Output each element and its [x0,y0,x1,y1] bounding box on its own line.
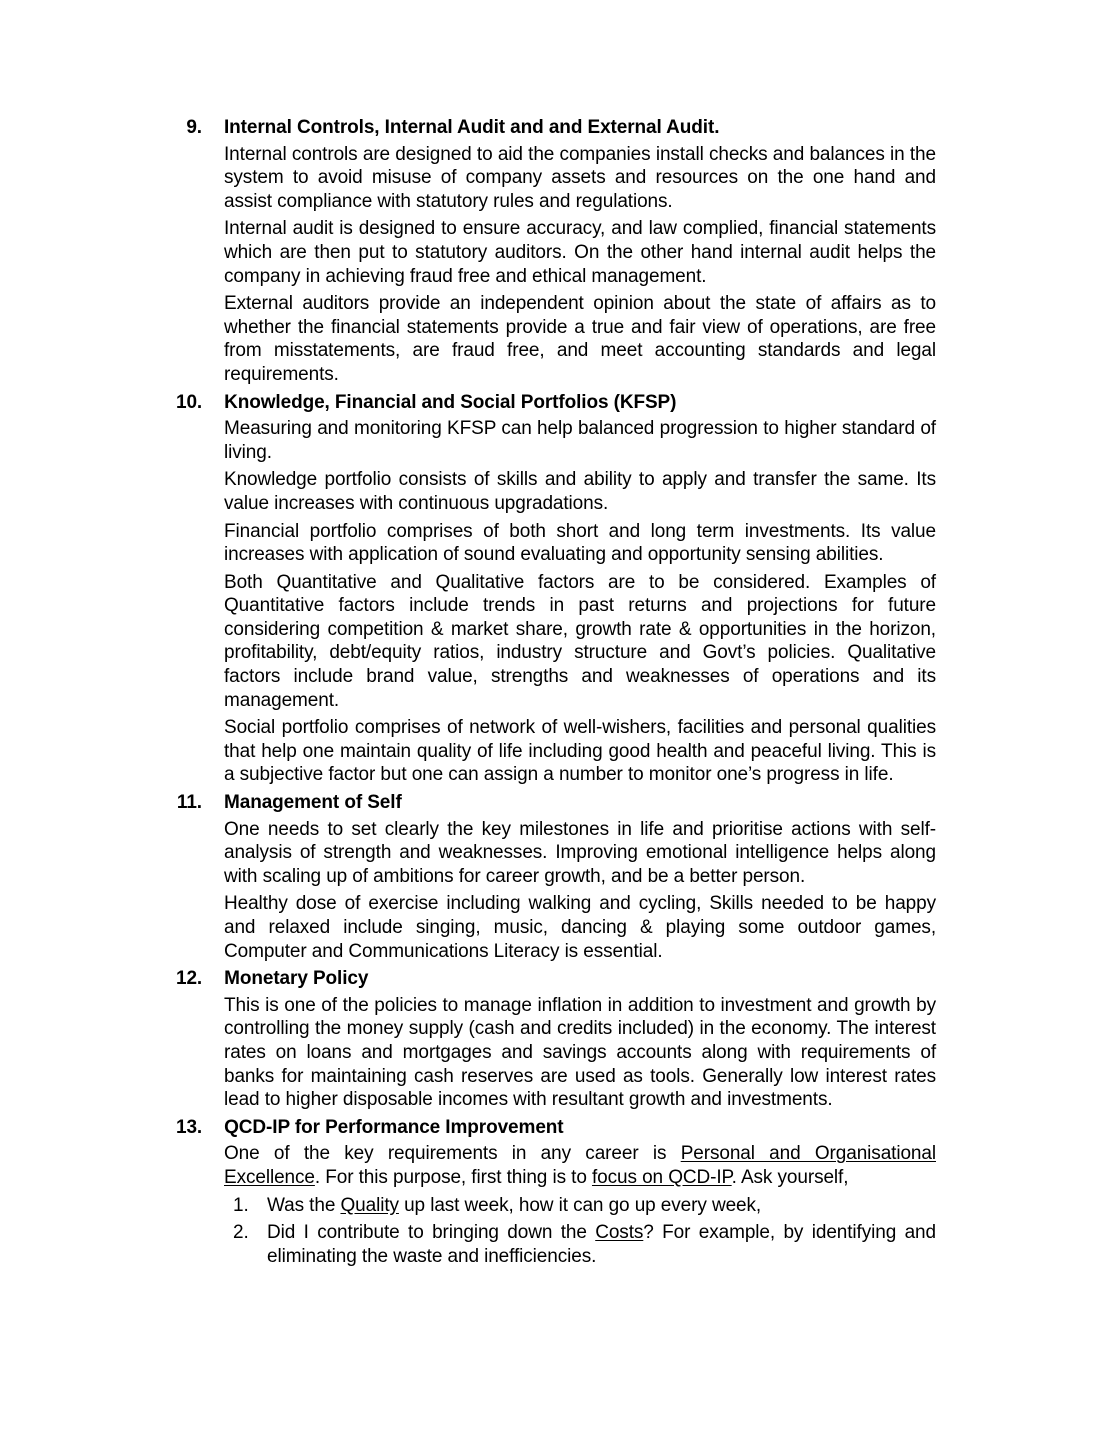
indent-spacer [176,417,224,464]
text-run: Did I contribute to bringing down the [267,1222,596,1244]
indent-spacer [176,1142,224,1189]
paragraph [224,417,936,464]
section-number: 11. [176,792,202,814]
section-number: 13. [176,1116,203,1138]
section [176,1116,936,1269]
text-run: ? For example, by identifying and eliminating the waste and inefficiencies. [267,1222,936,1267]
text-run: Was the [267,1194,341,1216]
indent-spacer [176,818,224,889]
list-item-text [267,1221,936,1268]
section [176,391,936,788]
text-run: focus on QCD-IP [591,1166,732,1188]
section-title: Knowledge, Financial and Social Portfolios (KFSP) [224,391,677,413]
paragraph-row [176,818,936,889]
indent-spacer [176,571,224,713]
paragraph [224,217,936,288]
paragraph-row [176,292,936,386]
paragraph [224,520,936,567]
document-body [176,116,936,1272]
paragraph-row [176,994,936,1112]
text-run: . Ask yourself, [731,1166,849,1188]
section-title: Monetary Policy [224,968,369,990]
paragraph [224,571,936,713]
text-run: Internal audit is designed to ensure accuracy, and law complied, financial statements which are then put to statutory auditors. On the other hand internal audit helps the company in achieving fraud free and ethical management. [224,218,936,287]
section [176,791,936,963]
paragraph-row [176,143,936,214]
paragraph-row [176,716,936,787]
paragraph [224,468,936,515]
indent-spacer [176,217,224,288]
paragraph-row [176,571,936,713]
text-run: Financial portfolio comprises of both short and long term investments. Its value increases with application of sound evaluating and opportunity sensing abilities. [224,520,936,566]
paragraph [224,818,936,889]
section-title: QCD-IP for Performance Improvement [224,1116,564,1138]
indent-spacer [176,994,224,1112]
paragraph-row [176,468,936,515]
text-run: Quality [340,1194,399,1216]
list-item [233,1221,936,1268]
text-run: up last week, how it can go up every week, [398,1194,762,1216]
indent-spacer [176,520,224,567]
indent-spacer [176,892,224,963]
paragraph [224,994,936,1112]
indent-spacer [176,468,224,515]
paragraph-row [176,417,936,464]
text-run: . For this purpose, first thing is to [314,1166,592,1188]
list-item-number: 2. [233,1222,249,1244]
section-heading [176,791,936,815]
text-run: Personal and Organisational Excellence [224,1143,936,1188]
paragraph-row [176,892,936,963]
paragraph [224,892,936,963]
indent-spacer [176,716,224,787]
section-number: 10. [176,391,203,413]
paragraph-row [176,217,936,288]
paragraph [224,143,936,214]
section-heading [176,391,936,415]
paragraph [224,716,936,787]
list-item [233,1194,936,1218]
text-run: Healthy dose of exercise including walking and cycling, Skills needed to be happy and relaxed include singing, music, dancing & playing some outdoor games, Computer and Communications Literacy is essential. [224,893,936,962]
section-heading [176,116,936,140]
paragraph [224,292,936,386]
section-title: Management of Self [224,792,402,814]
text-run: Both Quantitative and Qualitative factors are to be considered. Examples of Quantitative factors include trends in past returns and projections for future considering competition & market share, growth rate & opportunities in the horizon, profitability, debt/equity ratios, industry structure and Govt’s policies. Qualitative factors include brand value, strengths and weaknesses of operations and its management. [224,571,936,711]
section-number: 9. [186,117,202,138]
text-run: Internal controls are designed to aid the companies install checks and balances in the system to avoid misuse of company assets and resources on the one hand and assist compliance with statutory rules and regulations. [224,143,936,212]
text-run: One needs to set clearly the key milestones in life and prioritise actions with self-analysis of strength and weaknesses. Improving emotional intelligence helps along with scaling up of ambitions for career growth, and be a better person. [224,818,936,887]
indent-spacer [176,143,224,214]
text-run: External auditors provide an independent opinion about the state of affairs as to whether the financial statements provide a true and fair view of operations, are free from misstatements, are fraud free, and meet accounting standards and legal requirements. [224,293,936,385]
list-item-number: 1. [233,1194,249,1216]
text-run: This is one of the policies to manage inflation in addition to investment and growth by controlling the money supply (cash and credits included) in the economy. The interest rates on loans and mortgages and savings accounts along with requirements of banks for maintaining cash reserves are used as tools. Generally low interest rates lead to higher disposable incomes with resultant growth and investments. [224,994,936,1111]
paragraph-row [176,520,936,567]
text-run: One of the key requirements in any career is [224,1143,681,1165]
list-item-text [267,1194,936,1218]
text-run: Costs [595,1222,644,1244]
section-heading [176,1116,936,1140]
text-run: Measuring and monitoring KFSP can help balanced progression to higher standard of living. [224,418,936,463]
indent-spacer [176,292,224,386]
text-run: Social portfolio comprises of network of well-wishers, facilities and personal qualities that help one maintain quality of life including good health and peaceful living. This is a subjective factor but one can assign a number to monitor one’s progress in life. [224,717,936,786]
section [176,116,936,387]
section [176,967,936,1112]
section-number: 12. [176,968,203,990]
section-heading [176,967,936,991]
section-title: Internal Controls, Internal Audit and and External Audit. [224,117,720,138]
paragraph [224,1142,936,1189]
text-run: Knowledge portfolio consists of skills and ability to apply and transfer the same. Its value increases with continuous upgradations. [224,469,936,514]
paragraph-row [176,1142,936,1189]
